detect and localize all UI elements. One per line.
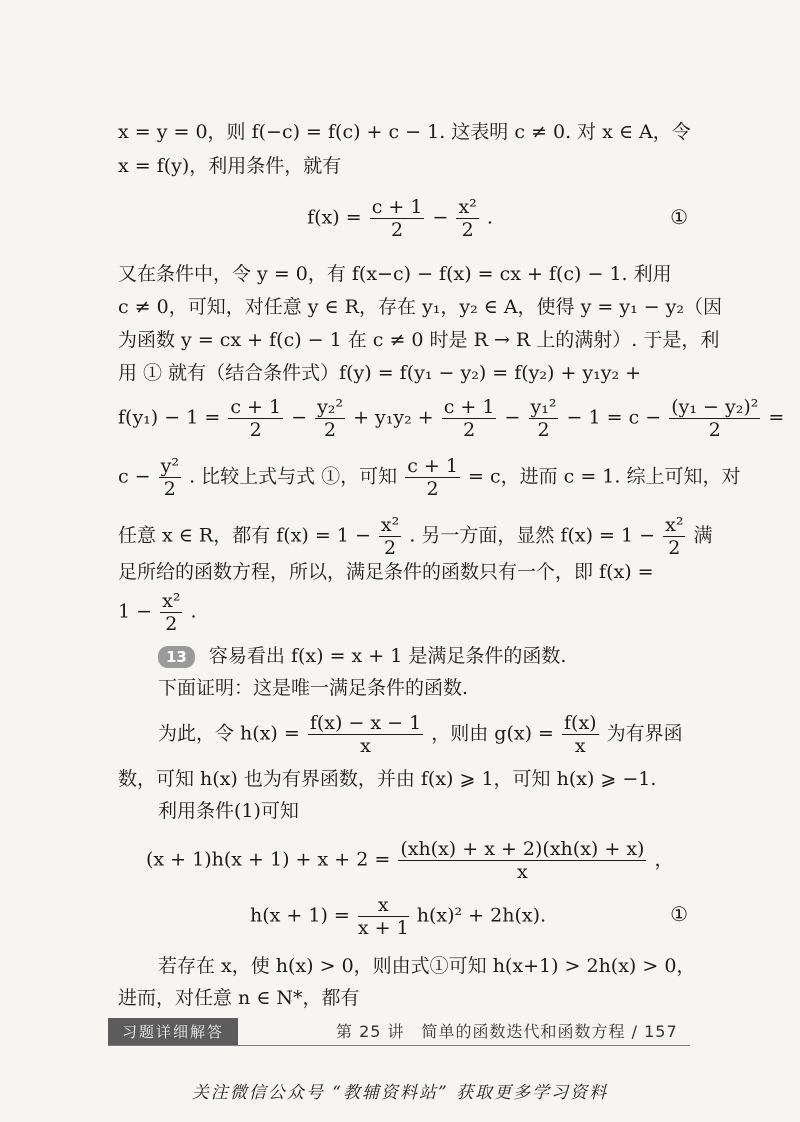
problem-13-line-1: 13 容易看出 f(x) = x + 1 是满足条件的函数. [158,642,698,670]
text-line-6: 用 ① 就有（结合条件式）f(y) = f(y₁ − y₂) = f(y₂) + y₁y₂ + [118,362,642,384]
equation-number-2: ① [670,902,688,926]
equation-3: h(x + 1) = $\frac{x}{x + 1}$ h(x)² + 2h(x). [250,894,547,939]
text-line-10: 足所给的函数方程，所以，满足条件的函数只有一个，即 f(x) = [118,561,654,583]
eq1-fraction-1: $\frac{c + 1}{2}$ [371,196,423,241]
equation-number-1: ① [670,205,688,229]
equation-1: f(x) = $\frac{c + 1}{2}$ − $\frac{\text{x²}}{2}$ . [307,196,493,241]
watermark-text: 关注微信公众号 “教辅资料站” 获取更多学习资料 [191,1083,609,1103]
problem-13-line-6: 若存在 x，使 h(x) > 0，则由式①可知 h(x+1) > 2h(x) > 0， [158,955,696,977]
text-line-7: f(y₁) − 1 = $\frac{c + 1}{2}$ − $\frac{\text{y₂²}}{2}$ + y₁y₂ + $\frac{c + 1}{2}$ − $\frac{\text{y₁²}}{2}$ − 1 = c − $\frac{\text{(y₁ − y₂)²}}{2}$ = [118,396,785,441]
text-line-9: 任意 x ∈ R，都有 f(x) = 1 − $\frac{\text{x²}}{2}$ . 另一方面，显然 f(x) = 1 − $\frac{\text{x²}}{2}$ 满 [118,514,713,559]
footer-chapter-title: 第 25 讲 简单的函数迭代和函数方程 / 157 [336,1022,678,1041]
text-line-1: x = y = 0，则 f(−c) = f(c) + c − 1. 这表明 c ≠ 0. 对 x ∈ A，令 [118,121,691,143]
problem-13-line-5: 利用条件(1)可知 [158,800,299,822]
text-line-3: 又在条件中，令 y = 0，有 f(x−c) − f(x) = cx + f(c) − 1. 利用 [118,263,672,285]
eq1-fraction-2: $\frac{\text{x²}}{2}$ [458,196,477,241]
text-line-4: c ≠ 0，可知，对任意 y ∈ R，存在 y₁，y₂ ∈ A，使得 y = y₁ − y₂（因 [118,296,723,318]
text-line-11: 1 − $\frac{\text{x²}}{2}$ . [118,590,197,635]
problem-13-line-7: 进而，对任意 n ∈ N*，都有 [118,987,360,1009]
text-line-5: 为函数 y = cx + f(c) − 1 在 c ≠ 0 时是 R → R 上的满射）. 于是，利 [118,329,720,351]
problem-13-line-2: 下面证明：这是唯一满足条件的函数. [158,677,469,699]
problem-13-line-3: 为此，令 h(x) = $\frac{f(x) - x - 1}{x}$ ，则由 g(x) = $\frac{f(x)}{x}$ 为有界函 [158,712,683,757]
eq1-minus: − [432,206,449,229]
equation-2: (x + 1)h(x + 1) + x + 2 = $\frac{(xh(x) + x + 2)(xh(x) + x)}{x}$ ， [146,838,674,883]
eq1-left: f(x) = [307,206,362,229]
problem-number-badge: 13 [158,646,195,668]
footer-section-tag: 习题详细解答 [108,1018,238,1046]
footer-divider [108,1045,690,1046]
text-line-8: c − $\frac{\text{y²}}{2}$ . 比较上式与式 ①，可知 $\frac{c + 1}{2}$ = c，进而 c = 1. 综上可知，对 [118,455,741,500]
text-line-2: x = f(y)，利用条件，就有 [118,155,342,177]
problem-13-line-4: 数，可知 h(x) 也为有界函数，并由 f(x) ⩾ 1，可知 h(x) ⩾ −1. [118,768,657,790]
